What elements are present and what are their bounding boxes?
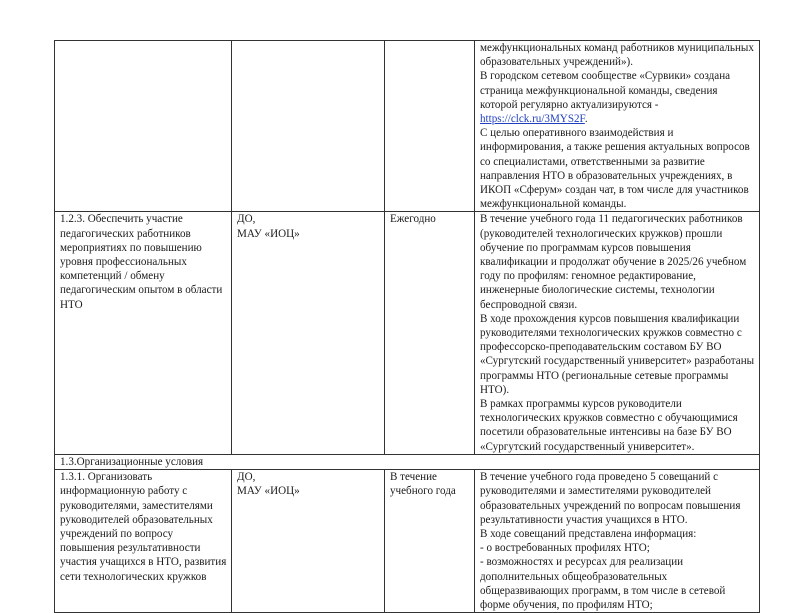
table-row (55, 41, 760, 212)
result-paragraph: - о востребованных профилях НТО; (480, 542, 650, 555)
result-cell (475, 212, 760, 454)
task-cell: 1.2.3. Обеспечить участие педагогических работников мероприятиях по повышению уровня профессиональных компетенций / обмену педагогическим опытом в области НТО (55, 212, 232, 454)
survikі-link[interactable]: https://clck.ru/3MYS2F (480, 113, 585, 126)
section-row (55, 454, 760, 469)
plan-table (54, 40, 760, 613)
responsible-cell: ДО, МАУ «ИОЦ» (232, 470, 385, 613)
table-row (55, 212, 760, 454)
deadline-cell: В течение учебного года (385, 470, 475, 613)
result-paragraph: В ходе совещаний представлена информация: (480, 527, 697, 540)
result-paragraph: В рамках программы курсов руководители технологических кружков совместно с обучающимися посетили образовательные интенсивы на базе БУ ВО «Сургутский государственный университет». (480, 398, 738, 453)
task-cell: 1.3.1. Организовать информационную работу с руководителями, заместителями руководителей образовательных учреждений по вопросу повышения результативности участия учащихся в НТО, развития сети технологических кружков (55, 470, 232, 613)
responsible-cell: ДО, МАУ «ИОЦ» (232, 212, 385, 454)
result-cell (475, 470, 760, 613)
result-paragraph: В течение учебного года 11 педагогических работников (руководителей технологических кружков) прошли обучение по программам курсов повышения квалификации и продолжат обучение в 2025/26 учебном году по профилям: геномное редактирование, инженерные биологические системы, технологии беспроводной связи. (480, 213, 747, 311)
table-row (55, 470, 760, 613)
responsible-cell (232, 41, 385, 212)
section-title: 1.3.Организационные условия (55, 454, 760, 469)
result-cell (475, 41, 760, 212)
deadline-cell: Ежегодно (385, 212, 475, 454)
result-paragraph: - возможностях и ресурсах для реализации дополнительных общеобразовательных общеразвивающих программ, в том числе в сетевой форме обучения, по профилям НТО; (480, 556, 726, 611)
result-paragraph: В городском сетевом сообществе «Сурвики» создана страница межфункциональной команды, сведения которой регулярно актуализируются - https://clck.ru/3MYS2F. (480, 70, 731, 126)
result-paragraph: межфункциональных команд работников муниципальных образовательных учреждений»). (480, 42, 754, 69)
deadline-cell (385, 41, 475, 212)
task-cell (55, 41, 232, 212)
result-paragraph: В течение учебного года проведено 5 совещаний с руководителями и заместителями руководителей образовательных учреждений по вопросам повышения результативности участия учащихся в НТО. (480, 471, 741, 526)
result-paragraph: В ходе прохождения курсов повышения квалификации руководителями технологических кружков совместно с профессорско-преподавательским составом БУ ВО «Сургутский государственный университет» разработаны программы НТО (региональные сетевые программы НТО). (480, 312, 755, 396)
result-paragraph: С целью оперативного взаимодействия и информирования, а также решения актуальных вопросов со специалистами, ответственными за развитие направления НТО в образовательных учреждениях, в ИКОП «Сферум» создан чат, в том числе для участников межфункциональной команды. (480, 127, 750, 211)
